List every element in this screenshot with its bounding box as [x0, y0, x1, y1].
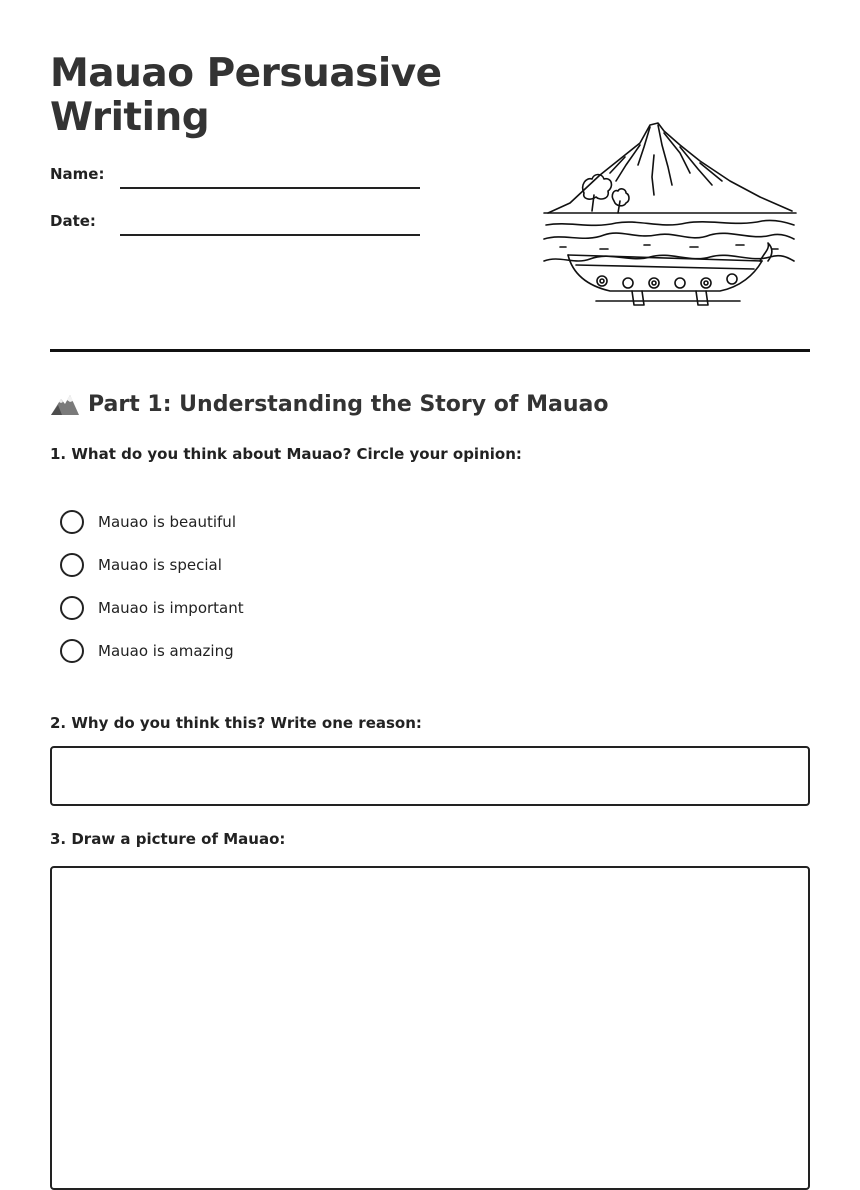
- date-field[interactable]: [120, 234, 420, 236]
- question-1: 1. What do you think about Mauao? Circle your opinion:: [50, 445, 522, 463]
- date-label: Date:: [50, 212, 96, 230]
- section-title: Part 1: Understanding the Story of Mauao: [88, 391, 609, 417]
- section-divider: [50, 349, 810, 352]
- option-label: Mauao is beautiful: [98, 513, 236, 531]
- name-label: Name:: [50, 165, 105, 183]
- question-3: 3. Draw a picture of Mauao:: [50, 830, 286, 848]
- page-title: Mauao Persuasive Writing: [50, 51, 442, 140]
- section-heading: [50, 388, 608, 420]
- reason-answer-box[interactable]: [50, 746, 810, 806]
- opinion-option-beautiful[interactable]: [60, 509, 236, 535]
- radio-circle[interactable]: [60, 639, 84, 663]
- option-label: Mauao is important: [98, 599, 244, 617]
- opinion-option-amazing[interactable]: [60, 638, 234, 664]
- opinion-option-special[interactable]: [60, 552, 222, 578]
- question-2: 2. Why do you think this? Write one reason:: [50, 714, 422, 732]
- mountain-waka-illustration-icon: [540, 115, 800, 315]
- drawing-box[interactable]: [50, 866, 810, 1190]
- opinion-option-important[interactable]: [60, 595, 244, 621]
- radio-circle[interactable]: [60, 596, 84, 620]
- radio-circle[interactable]: [60, 510, 84, 534]
- radio-circle[interactable]: [60, 553, 84, 577]
- option-label: Mauao is special: [98, 556, 222, 574]
- mountain-icon: [50, 391, 80, 417]
- option-label: Mauao is amazing: [98, 642, 234, 660]
- name-field[interactable]: [120, 187, 420, 189]
